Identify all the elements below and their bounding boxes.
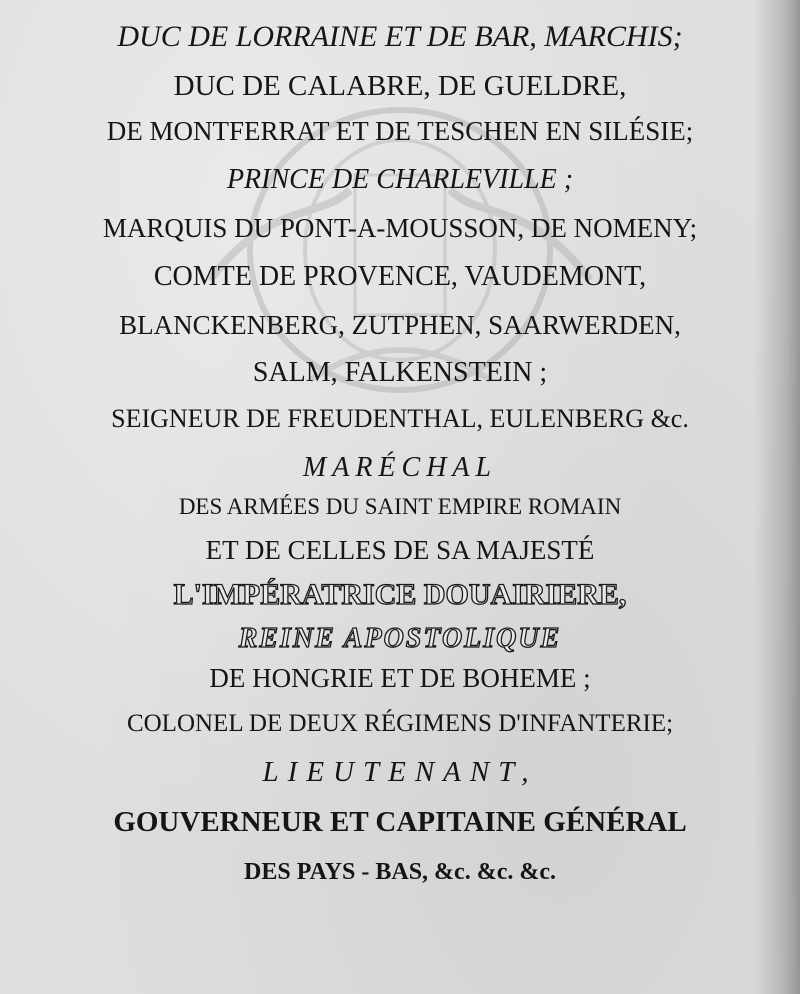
title-line-8: SALM, FALKENSTEIN ; [252,357,548,388]
title-line-1: DUC DE LORRAINE ET DE BAR, MARCHIS; [117,20,683,53]
title-line-15: DE HONGRIE ET DE BOHEME ; [209,663,591,693]
page-gutter-shadow [754,0,800,994]
title-line-17: LIEUTENANT, [262,756,538,788]
title-line-11: DES ARMÉES DU SAINT EMPIRE ROMAIN [178,494,622,519]
title-line-5: MARQUIS DU PONT-A-MOUSSON, DE NOMENY; [102,213,698,243]
title-line-12: ET DE CELLES DE SA MAJESTÉ [205,535,595,565]
title-line-2: DUC DE CALABRE, DE GUELDRE, [173,70,627,102]
title-line-4: PRINCE DE CHARLEVILLE ; [226,164,574,195]
title-line-7: BLANCKENBERG, ZUTPHEN, SAARWERDEN, [119,310,681,340]
title-line-18: GOUVERNEUR ET CAPITAINE GÉNÉRAL [113,806,687,838]
title-line-19: DES PAYS - BAS, &c. &c. &c. [244,859,556,885]
title-line-6: COMTE DE PROVENCE, VAUDEMONT, [153,261,647,292]
title-line-9: SEIGNEUR DE FREUDENTHAL, EULENBERG &c. [111,404,689,433]
title-line-14: REINE APOSTOLIQUE [238,623,562,654]
title-line-16: COLONEL DE DEUX RÉGIMENS D'INFANTERIE; [126,710,674,737]
title-line-3: DE MONTFERRAT ET DE TESCHEN EN SILÉSIE; [106,116,694,146]
title-line-10: MARÉCHAL [302,452,498,483]
title-line-13: L'IMPÉRATRICE DOUAIRIERE, [173,578,627,611]
